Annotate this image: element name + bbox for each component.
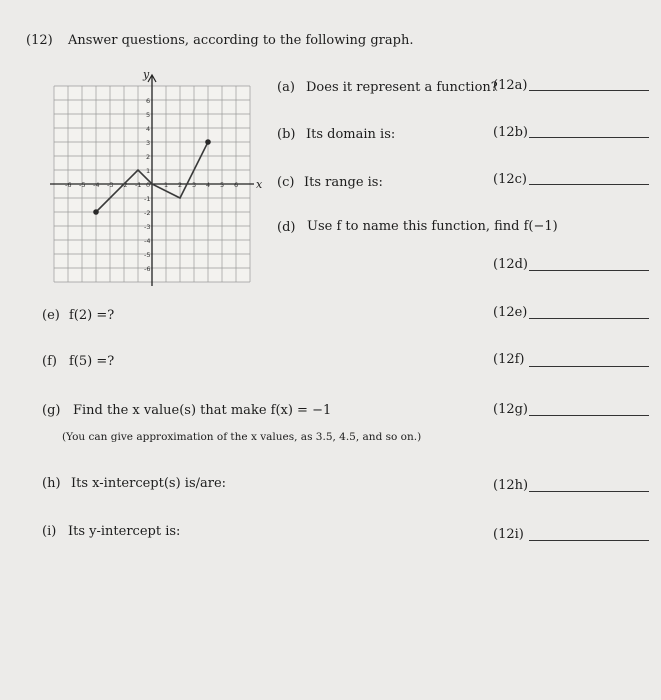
question-i-text: Its y-intercept is: (68, 524, 181, 539)
y-tick-label: -1 (144, 195, 151, 203)
y-tick-label: -2 (144, 209, 151, 217)
x-tick-label: -6 (65, 181, 72, 189)
y-tick-label: 6 (146, 97, 151, 105)
question-h-label: (h) (42, 476, 61, 491)
answer-blank-12a[interactable] (529, 90, 649, 91)
answer-code-12c: (12c) (493, 172, 527, 187)
x-tick-label: -5 (79, 181, 86, 189)
question-f-text: f(5) =? (69, 354, 115, 369)
answer-code-12d: (12d) (493, 257, 529, 272)
question-b-text: Its domain is: (306, 127, 396, 142)
y-tick-label: -5 (144, 251, 151, 259)
closed-endpoint (205, 139, 211, 145)
question-a-text: Does it represent a function? (306, 80, 498, 95)
answer-code-12e: (12e) (493, 305, 528, 320)
answer-blank-12d[interactable] (529, 270, 649, 271)
answer-blank-12g[interactable] (529, 415, 649, 416)
answer-blank-12c[interactable] (529, 184, 649, 185)
question-c-label: (c) (277, 175, 295, 190)
x-tick-label: 3 (192, 181, 197, 189)
function-graph (40, 62, 263, 284)
answer-code-12h: (12h) (493, 478, 529, 493)
x-tick-label: 1 (164, 181, 169, 189)
origin-label: 0 (146, 181, 151, 189)
question-c-text: Its range is: (304, 175, 383, 190)
x-tick-label: 2 (178, 181, 183, 189)
x-tick-label: -3 (107, 181, 114, 189)
x-tick-label: -2 (121, 181, 128, 189)
y-tick-label: 1 (146, 167, 151, 175)
x-tick-label: -4 (93, 181, 100, 189)
question-h-text: Its x-intercept(s) is/are: (71, 476, 227, 491)
answer-code-12i: (12i) (493, 527, 524, 542)
question-d-label: (d) (277, 220, 296, 235)
answer-blank-12i[interactable] (529, 540, 649, 541)
y-tick-label: 3 (146, 139, 151, 147)
y-axis-label: y (143, 68, 150, 81)
question-f-label: (f) (42, 354, 57, 369)
answer-code-12g: (12g) (493, 402, 529, 417)
x-tick-label: 5 (220, 181, 225, 189)
answer-code-12f: (12f) (493, 352, 525, 367)
y-tick-label: 5 (146, 111, 151, 119)
question-i-label: (i) (42, 524, 57, 539)
y-tick-label: 2 (146, 153, 151, 161)
question-g-label: (g) (42, 403, 61, 418)
answer-blank-12b[interactable] (529, 137, 649, 138)
y-tick-label: -6 (144, 265, 151, 273)
question-d-text: Use f to name this function, find f(−1) (307, 219, 558, 234)
closed-endpoint (93, 209, 99, 215)
x-axis-label: x (256, 178, 263, 191)
question-e-label: (e) (42, 308, 60, 323)
answer-code-12a: (12a) (493, 78, 528, 93)
y-tick-label: -4 (144, 237, 151, 245)
answer-blank-12h[interactable] (529, 491, 649, 492)
problem-title: Answer questions, according to the following graph. (68, 33, 414, 48)
y-tick-label: -3 (144, 223, 151, 231)
answer-blank-12e[interactable] (529, 318, 649, 319)
x-tick-label: -1 (135, 181, 142, 189)
question-g-text: Find the x value(s) that make f(x) = −1 (73, 403, 332, 418)
answer-blank-12f[interactable] (529, 366, 649, 367)
question-e-text: f(2) =? (69, 308, 115, 323)
question-b-label: (b) (277, 127, 296, 142)
y-tick-label: 4 (146, 125, 151, 133)
x-tick-label: 6 (234, 181, 239, 189)
question-a-label: (a) (277, 80, 295, 95)
problem-number: (12) (26, 33, 53, 48)
question-g-note: (You can give approximation of the x values, as 3.5, 4.5, and so on.) (62, 431, 422, 443)
x-tick-label: 4 (206, 181, 211, 189)
answer-code-12b: (12b) (493, 125, 529, 140)
